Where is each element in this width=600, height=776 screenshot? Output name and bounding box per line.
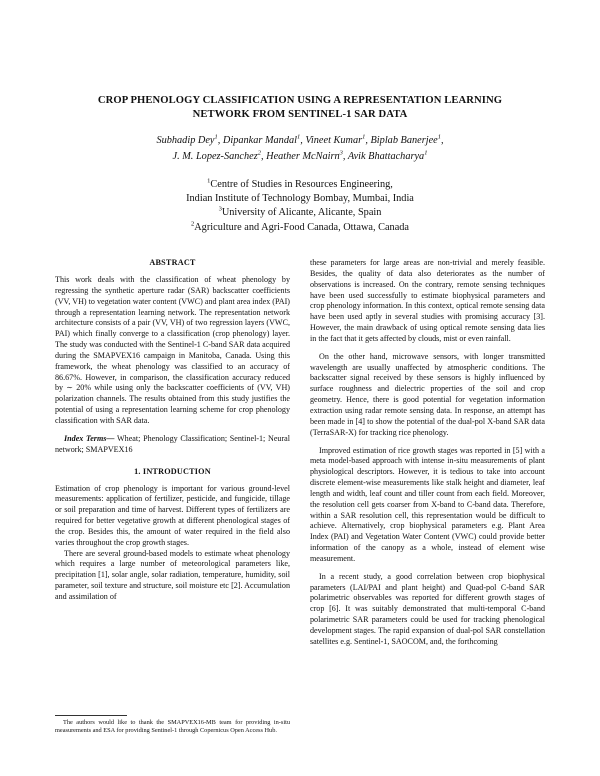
title-line-1: CROP PHENOLOGY CLASSIFICATION USING A REPRESENTATION LEARNING — [97, 95, 503, 106]
author-affil-mark: 1 — [296, 133, 301, 141]
index-terms-label: Index Terms— — [64, 433, 115, 443]
affil-mark: 3 — [218, 205, 222, 213]
right-paragraph-2: On the other hand, microwave sensors, with longer transmitted wavelength are usually unaffected by atmospheric conditions. The backscatter signal received by these sensors is highly influenced by surface roughness and dielectric properties of the soil and crop geometry. Hence, there is good potential for vegetation information extraction using radar remote sensing data. In response, an attempt has been made in [4] to show the potential of the dual-pol X-band SAR data (TerraSAR-X) for tracking rice phenology. — [310, 351, 545, 437]
author-affil-mark: 3 — [339, 149, 343, 157]
author-affil-mark: 1 — [424, 149, 428, 157]
index-terms — [55, 434, 290, 456]
paper-title — [60, 94, 540, 121]
author-affil-mark: 1 — [362, 133, 366, 141]
author-name: Heather McNairn — [266, 150, 340, 162]
intro-paragraph-1: Estimation of crop phenology is important for various ground-level measurements: application of fertilizer, pesticide, and fungicide, tillage or soil preparation and time of harvest. Different types of fertilizers are required for better vegetative growth at different phenological stages of the crop. Besides this, the amount of water required in the field also varies throughout the crop growth stages. — [55, 483, 290, 547]
index-terms-text: Wheat; Phenology Classification; Sentinel-1; Neural network; SMAPVEX16 — [55, 433, 290, 454]
right-paragraph-3: Improved estimation of rice growth stages was reported in [5] with a meta model-based approach with intense in-situ measurements of plant physiological descriptors. However, it is tedious to take into account discrete element-wise measurements like stalk height and diameter, leaf length and width, leaf count and tiller count from each field. Moreover, the resolution cell gets coarser from X-band to C-band data. Therefore, within a SAR resolution cell, this representation would be difficult to achieve. Alternatively, crop biophysical parameters e.g. Plant Area Index (PAI) and Vegetation Water Content (VWC) could provide better information of the canopy as a whole, instead of element wise measurement. — [310, 445, 545, 563]
author-name: J. M. Lopez-Sanchez — [172, 150, 258, 162]
author-affil-mark: 2 — [257, 149, 261, 157]
introduction-heading: 1. INTRODUCTION — [134, 466, 211, 476]
author-affil-mark: 1 — [214, 133, 218, 141]
affiliation-line: $^3$University of Alicante, Alicante, Spain — [218, 205, 382, 219]
affil-mark: 2 — [191, 220, 195, 228]
intro-paragraph-2: There are several ground-based models to estimate wheat phenology which requires a large number of meteorological parameters like, precipitation [1], solar angle, solar radiation, temperature, humidity, soil parameter, soil texture and structure, soil moisture etc [2]. Accumulation and assimilation of — [55, 548, 290, 601]
right-paragraph-1: these parameters for large areas are non-trivial and merely feasible. Besides, the quality of data also deteriorates as the number of observations is increased. On the contrary, remote sensing techniques have been used successfully to estimate biophysical parameters and crop phenology information. In this context, optical remote sensing data have been used aptly in several studies with promising accuracy [3]. However, the main drawback of using optical remote sensing data lies in the fact that it gets affected by clouds, mist or even rainfall. — [310, 258, 545, 343]
right-column — [310, 258, 545, 648]
abstract-heading: ABSTRACT — [149, 258, 196, 267]
author-name: Dipankar Mandal — [222, 135, 297, 146]
author-name: Biplab Banerjee — [370, 135, 438, 146]
affiliations — [60, 178, 540, 235]
footnote-divider — [55, 715, 127, 716]
affiliation-line: $^2$Agriculture and Agri-Food Canada, Ottawa, Canada — [191, 220, 409, 233]
left-column — [55, 257, 290, 603]
author-affil-mark: 1 — [437, 133, 441, 141]
affiliation-line: $^1$Centre of Studies in Resources Engineering, — [207, 177, 393, 190]
author-name: Avik Bhattacharya — [347, 150, 425, 162]
author-name: Vineet Kumar — [305, 135, 363, 146]
right-paragraph-4: In a recent study, a good correlation between crop biophysical parameters (LAI/PAI and plant height) and Quad-pol C-band SAR polarimetric observables was reported for different growth stages of crop [6]. It was suitably demonstrated that multi-temporal C-band polarimetric SAR parameters could be used for tracking phenological development stages. The rapid expansion of dual-pol SAR constellation satellites e.g. Sentinel-1, SAOCOM, and, the forthcoming — [310, 571, 545, 646]
author-list — [60, 133, 540, 164]
footnote: The authors would like to thank the SMAPVEX16-MB team for providing in-situ measurements and ESA for providing Sentinel-1 through Copernicus Open Access Hub. — [55, 719, 290, 735]
author-line-2: J. M. Lopez-Sanchez$^2$, Heather McNairn$^3$, Avik Bhattacharya$^1$ — [172, 149, 428, 162]
affiliation-line: Indian Institute of Technology Bombay, Mumbai, India — [186, 193, 414, 205]
title-line-2: NETWORK FROM SENTINEL-1 SAR DATA — [192, 108, 408, 120]
author-line-1: Subhadip Dey$^1$, Dipankar Mandal$^1$, Vineet Kumar$^1$, Biplab Banerjee$^1$, — [156, 133, 444, 146]
abstract-text: This work deals with the classification of wheat phenology by regressing the synthetic aperture radar (SAR) backscatter coefficients (VV, VH) to vegetation water content (VWC) and plant area index (PAI) through a representation learning network. The representation network architecture consists of a pair (VV, VH) of two regression layers (VWC, PAI) which finally converge to a classification (crop phenology) layer. The study was conducted with the Sentinel-1 C-band SAR data acquired during the SMAPVEX16 campaign in Manitoba, Canada. Using this framework, the wheat phenology was classified to an accuracy of 86.67%. However, in comparison, the classification accuracy reduced by ∼ 20% while using only the backscatter coefficients of (VV, VH) polarization channels. The results obtained from this study justifies the potential of using a representation learning scheme for crop phenology classification with SAR data. — [55, 275, 290, 425]
affil-mark: 1 — [207, 177, 211, 185]
author-name: Subhadip Dey — [156, 135, 215, 146]
